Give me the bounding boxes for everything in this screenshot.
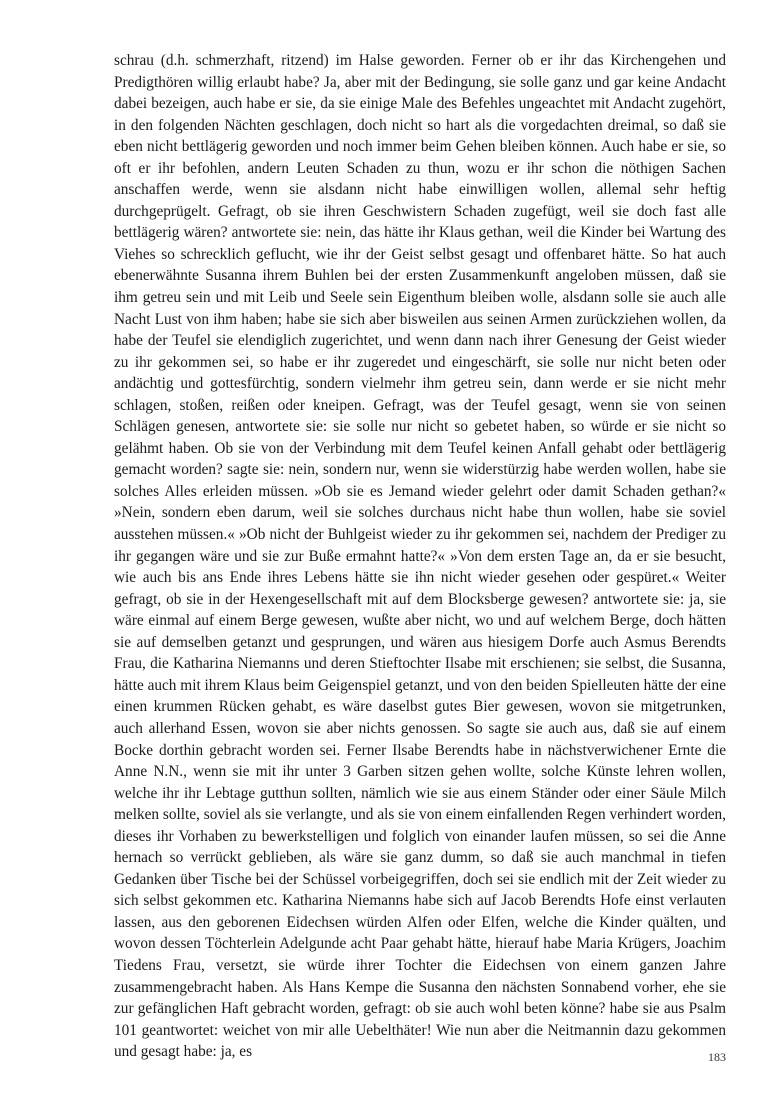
document-page xyxy=(114,50,726,1063)
page-number: 183 xyxy=(708,1050,726,1064)
body-paragraph: schrau (d.h. schmerzhaft, ritzend) im Halse geworden. Ferner ob er ihr das Kirchengehen und Predigthören willig erlaubt habe? Ja, aber mit der Bedingung, sie solle ganz und gar keine Andacht dabei bezeigen, auch habe er sie, da sie einige Male des Befehles ungeachtet mit Andacht zugehört, in den folgenden Nächten geschlagen, doch nicht so hart als die vorgedachten dreimal, so daß sie eben nicht bettlägerig geworden und noch immer beim Gehen bleiben können. Auch habe er sie, so oft er ihr befohlen, andern Leuten Schaden zu thun, wozu er ihr schon die nöthigen Sachen anschaffen werde, wenn sie alsdann nicht habe einwilligen wollen, allemal sehr heftig durchgeprügelt. Gefragt, ob sie ihren Geschwistern Schaden zugefügt, weil sie doch fast alle bettlägerig wären? antwortete sie: nein, das hätte ihr Klaus gethan, weil die Kinder bei Wartung des Viehes so schrecklich geflucht, wie ihr der Geist selbst gesagt und offenbaret hätte. So hat auch ebenerwähnte Susanna ihrem Buhlen bei der ersten Zusammenkunft angeloben müssen, daß sie ihm getreu sein und mit Leib und Seele sein Eigenthum bleiben wolle, alsdann solle sie auch alle Nacht Lust von ihm haben; habe sie sich aber bisweilen aus seinen Armen zurückziehen wollen, da habe der Teufel sie elendiglich zugerichtet, und wenn dann nach ihrer Genesung der Geist wieder zu ihr gekommen sei, so habe er ihr zugeredet und eingeschärft, sie solle nur nicht beten oder andächtig und gottesfürchtig, sondern vielmehr ihm getreu sein, dann werde er sie nicht mehr schlagen, stoßen, reißen oder kneipen. Gefragt, was der Teufel gesagt, wenn sie von seinen Schlägen genesen, antwortete sie: sie solle nur nicht so gebetet haben, so würde er sie nicht so gelähmt haben. Ob sie von der Verbindung mit dem Teufel keinen Anfall gehabt oder bettlägerig gemacht worden? sagte sie: nein, sondern nur, wenn sie widerstürzig habe werden wollen, habe sie solches Alles erleiden müssen. »Ob sie es Jemand wieder gelehrt oder damit Schaden gethan?« »Nein, sondern eben darum, weil sie solches durchaus nicht habe thun wollen, habe sie soviel ausstehen müssen.« »Ob nicht der Buhlgeist wieder zu ihr gekommen sei, nachdem der Prediger zu ihr gegangen wäre und sie zur Buße ermahnt hatte?« »Von dem ersten Tage an, da er sie besucht, wie auch bis ans Ende ihres Lebens hätte sie ihn nicht wieder gesehen oder gespüret.« Weiter gefragt, ob sie in der Hexengesellschaft mit auf dem Blocksberge gewesen? antwortete sie: ja, sie wäre einmal auf einem Berge gewesen, wußte aber nicht, wo und auf welchem Berge, doch hätten sie auf demselben getanzt und gesprungen, und wären aus hiesigem Dorfe auch Asmus Berendts Frau, die Katharina Niemanns und deren Stieftochter Ilsabe mit erschienen; sie selbst, die Susanna, hätte auch mit ihrem Klaus beim Geigenspiel getanzt, und von den beiden Spielleuten hätte der eine einen krummen Rücken gehabt, es wäre daselbst gutes Bier gewesen, wovon sie mitgetrunken, auch allerhand Essen, wovon sie aber nichts genossen. So sagte sie auch aus, daß sie auf einem Bocke dorthin gebracht worden sei. Ferner Ilsabe Berendts habe in nächstverwichener Ernte die Anne N.N., wenn sie mit ihr unter 3 Garben sitzen gehen wollte, solche Künste lehren wollen, welche ihr ihr Lebtage gutthun sollten, nämlich wie sie aus einem Ständer oder einer Säule Milch melken sollte, soviel als sie verlangte, und als sie von einem einfallenden Regen verhindert worden, dieses ihr Vorhaben zu bewerkstelligen und folglich von einander laufen müssen, so sei die Anne hernach so verrückt geblieben, als wäre sie ganz dumm, so daß sie auch manchmal in tiefen Gedanken über Tische bei der Schüssel vorbeigegriffen, doch sei sie endlich mit der Zeit wieder zu sich selbst gekommen etc. Katharina Niemanns habe sich auf Jacob Berendts Hofe einst verlauten lassen, aus den geborenen Eidechsen würden Alfen oder Elfen, welche die Kinder quälten, und wovon dessen Töchterlein Adelgunde acht Paar gehabt hätte, hierauf habe Maria Krügers, Joachim Tiedens Frau, versetzt, sie würde ihrer Tochter die Eidechsen von einem ganzen Jahre zusammengebracht haben. Als Hans Kempe die Susanna den nächsten Sonnabend vorher, ehe sie zur gefänglichen Haft gebracht worden, gefragt: ob sie auch wohl beten könne? habe sie aus Psalm 101 geantwortet: weichet von mir alle Uebelthäter! Wie nun aber die Neitmannin dazu gekommen und gesagt habe: ja, es xyxy=(114,52,726,1061)
